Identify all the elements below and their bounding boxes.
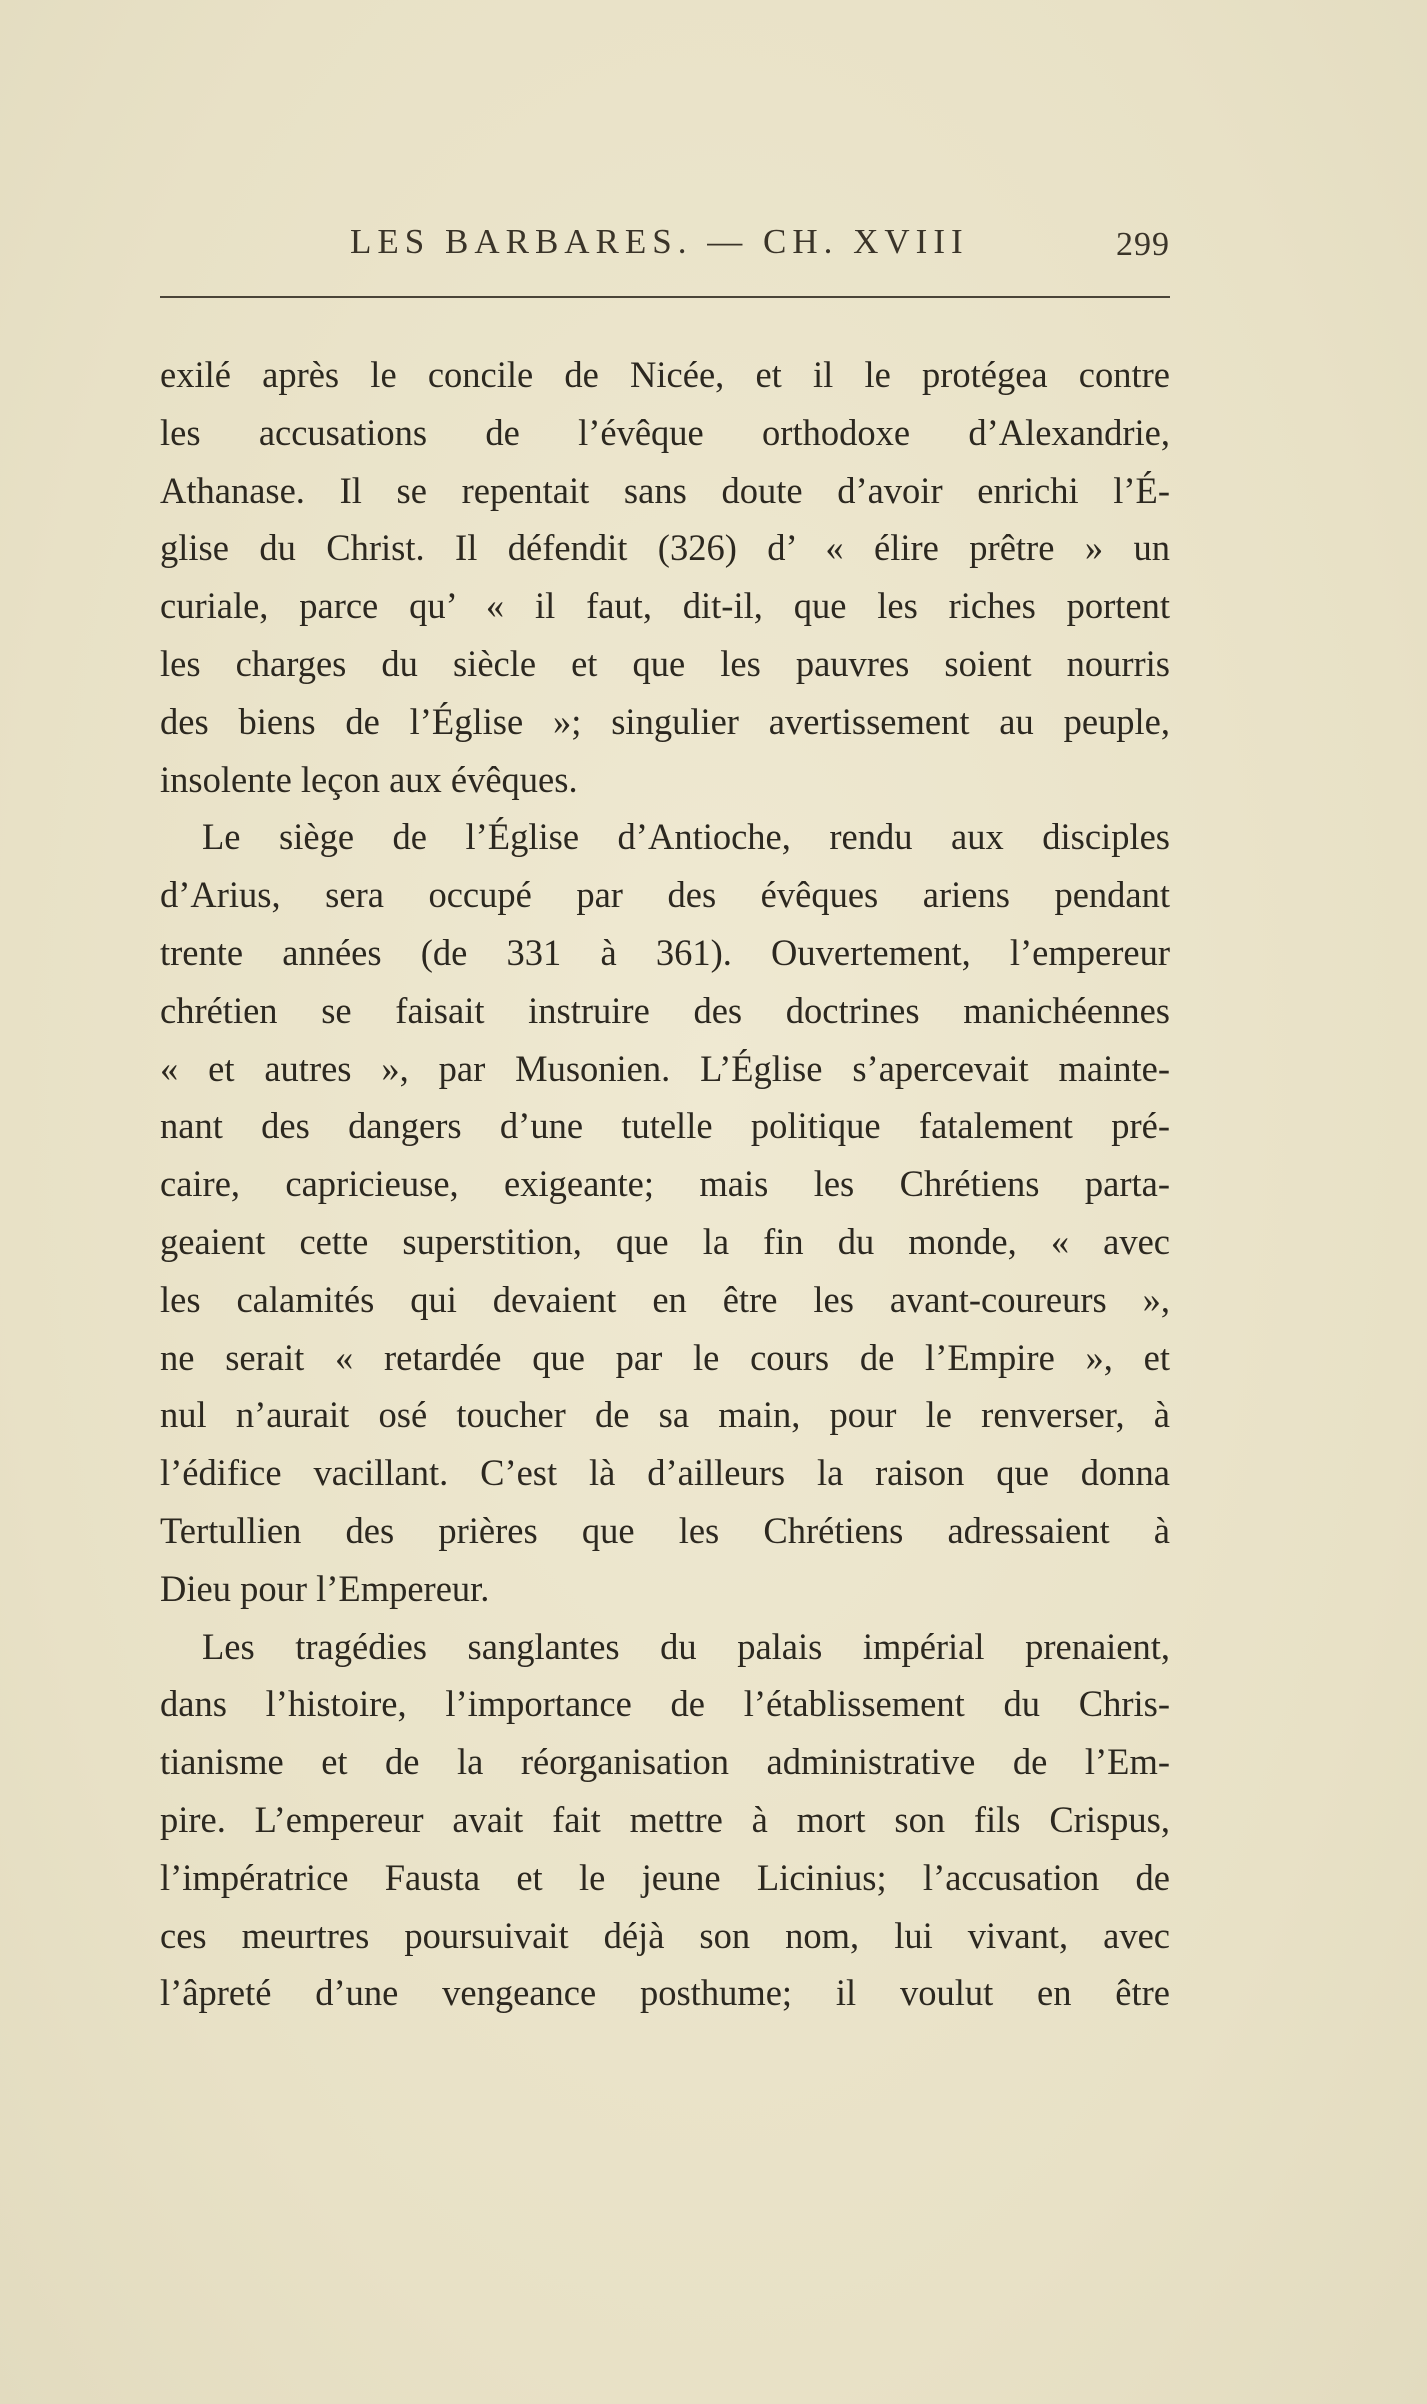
text-line bbox=[160, 1329, 1170, 1387]
text-line-content: l’âpreté d’une vengeance posthume; il voulut en être bbox=[160, 1972, 1170, 2014]
text-line-content: exilé après le concile de Nicée, et il le protégea contre bbox=[160, 354, 1170, 395]
text-line bbox=[160, 808, 1170, 866]
text-line-content: insolente leçon aux évêques. bbox=[160, 758, 578, 800]
text-line bbox=[160, 1097, 1170, 1155]
text-line-content: geaient cette superstition, que la fin du monde, « avec bbox=[160, 1220, 1170, 1262]
text-line-content: Le siège de l’Église d’Antioche, rendu aux disciples bbox=[202, 816, 1170, 858]
text-line bbox=[160, 1271, 1170, 1329]
text-line bbox=[160, 1964, 1170, 2022]
running-head: LES BARBARES. — CH. XVIII bbox=[350, 222, 969, 261]
text-line-content: Dieu pour l’Empereur. bbox=[160, 1567, 490, 1609]
text-line-content: pire. L’empereur avait fait mettre à mort son fils Crispus, bbox=[160, 1798, 1170, 1840]
text-line-content: ces meurtres poursuivait déjà son nom, lui vivant, avec bbox=[160, 1914, 1170, 1956]
text-line bbox=[160, 1618, 1170, 1676]
text-line bbox=[160, 346, 1170, 404]
text-line-content: tianisme et de la réorganisation administrative de l’Em- bbox=[160, 1741, 1170, 1783]
text-line bbox=[160, 404, 1170, 462]
text-line-content: des biens de l’Église »; singulier avertissement au peuple, bbox=[160, 700, 1170, 742]
text-line bbox=[160, 1791, 1170, 1849]
text-line bbox=[160, 635, 1170, 693]
text-line bbox=[160, 1213, 1170, 1271]
text-line bbox=[160, 1733, 1170, 1791]
text-line-content: « et autres », par Musonien. L’Église s’apercevait mainte- bbox=[160, 1047, 1170, 1089]
text-line-content: chrétien se faisait instruire des doctrines manichéennes bbox=[160, 989, 1170, 1031]
page-number: 299 bbox=[1116, 226, 1170, 263]
text-line-content: nul n’aurait osé toucher de sa main, pour le renverser, à bbox=[160, 1394, 1170, 1436]
text-line bbox=[160, 924, 1170, 982]
text-line bbox=[160, 1849, 1170, 1907]
text-line-content: l’édifice vacillant. C’est là d’ailleurs la raison que donna bbox=[160, 1452, 1170, 1494]
body-text bbox=[160, 346, 1170, 2022]
text-line-content: nant des dangers d’une tutelle politique fatalement pré- bbox=[160, 1105, 1170, 1147]
header-rule bbox=[160, 296, 1170, 298]
text-line bbox=[160, 577, 1170, 635]
text-line bbox=[160, 1907, 1170, 1965]
text-line-content: les calamités qui devaient en être les avant-coureurs », bbox=[160, 1278, 1170, 1320]
text-line bbox=[160, 866, 1170, 924]
text-line bbox=[160, 1040, 1170, 1098]
text-line bbox=[160, 982, 1170, 1040]
text-line-content: Les tragédies sanglantes du palais impérial prenaient, bbox=[202, 1625, 1170, 1667]
text-line bbox=[160, 1155, 1170, 1213]
text-line-content: ne serait « retardée que par le cours de l’Empire », et bbox=[160, 1336, 1170, 1378]
text-line bbox=[160, 1560, 1170, 1618]
text-line-content: dans l’histoire, l’importance de l’établissement du Chris- bbox=[160, 1683, 1170, 1725]
page-header bbox=[160, 222, 1170, 282]
text-line-content: glise du Christ. Il défendit (326) d’ « élire prêtre » un bbox=[160, 527, 1170, 569]
text-line-content: d’Arius, sera occupé par des évêques ariens pendant bbox=[160, 874, 1170, 916]
text-line-content: trente années (de 331 à 361). Ouvertement, l’empereur bbox=[160, 931, 1170, 973]
text-line bbox=[160, 1675, 1170, 1733]
text-line-content: caire, capricieuse, exigeante; mais les Chrétiens parta- bbox=[160, 1163, 1170, 1205]
text-line-content: l’impératrice Fausta et le jeune Licinius; l’accusation de bbox=[160, 1856, 1170, 1898]
text-line-content: les charges du siècle et que les pauvres soient nourris bbox=[160, 642, 1170, 684]
text-line-content: curiale, parce qu’ « il faut, dit-il, que les riches portent bbox=[160, 585, 1170, 627]
text-line bbox=[160, 519, 1170, 577]
text-line bbox=[160, 693, 1170, 751]
text-line bbox=[160, 1386, 1170, 1444]
text-line bbox=[160, 1444, 1170, 1502]
text-line-content: les accusations de l’évêque orthodoxe d’Alexandrie, bbox=[160, 411, 1170, 453]
text-line-content: Athanase. Il se repentait sans doute d’avoir enrichi l’É- bbox=[160, 469, 1170, 511]
text-line bbox=[160, 751, 1170, 809]
text-line-content: Tertullien des prières que les Chrétiens adressaient à bbox=[160, 1509, 1170, 1551]
text-line bbox=[160, 1502, 1170, 1560]
text-line bbox=[160, 462, 1170, 520]
